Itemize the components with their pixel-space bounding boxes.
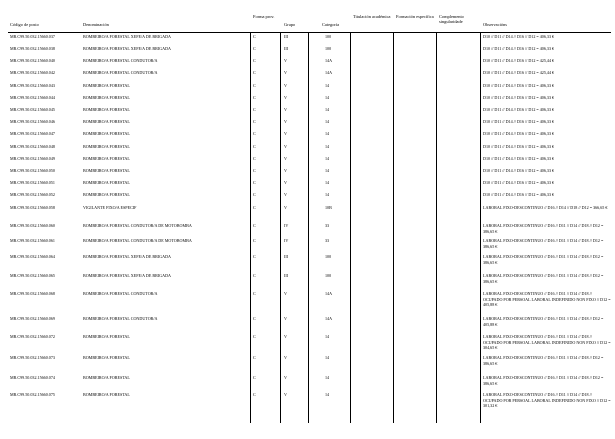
cell-code: MR.C99.50.032.15660.072 <box>10 334 55 339</box>
cell-categoria: 33 <box>325 223 330 228</box>
cell-categoria: 14 <box>325 355 330 360</box>
cell-denomination: BOMBEIRO/A FORESTAL <box>83 334 130 339</box>
cell-denomination: BOMBEIRO/A FORESTAL CONDUTOR/A DE MOTOBOMBA <box>83 223 192 228</box>
cell-code: MR.C99.50.032.15660.042 <box>10 70 55 75</box>
cell-code: MR.C99.50.032.15660.058 <box>10 205 55 210</box>
cell-denomination: BOMBEIRO/A FORESTAL XEFE/A DE BRIGADA <box>83 46 171 51</box>
cell-forma: C <box>253 156 256 161</box>
cell-categoria: 14 <box>325 95 330 100</box>
cell-forma: C <box>253 238 256 243</box>
cell-code: MR.C99.50.032.15660.046 <box>10 119 55 124</box>
cell-grupo: V <box>284 83 287 88</box>
cell-observacions: LABORAL FIXO-DESCONTINUO // D16 // D11 // D14 // D18 // D12 = 386,65 € <box>483 273 604 284</box>
cell-grupo: V <box>284 156 287 161</box>
cell-forma: C <box>253 95 256 100</box>
cell-code: MR.C99.50.032.15660.048 <box>10 144 55 149</box>
cell-denomination: BOMBEIRO/A FORESTAL CONDUTOR/A <box>83 316 158 321</box>
cell-observacions: D10 // D11 // D14 // D16 // D12 = 406,33 € <box>483 107 555 112</box>
cell-forma: C <box>253 83 256 88</box>
header-categoria: Categoría <box>322 22 340 27</box>
cell-grupo: V <box>284 355 287 360</box>
cell-forma: C <box>253 375 256 380</box>
cell-observacions: LABORAL FIXO-DESCONTINUO // D16 // D11 // D14 // D18 // D12 = 386,65 € <box>483 238 604 249</box>
cell-code: MR.C99.50.032.15660.043 <box>10 83 55 88</box>
cell-forma: C <box>253 355 256 360</box>
cell-forma: C <box>253 119 256 124</box>
cell-code: MR.C99.50.032.15660.044 <box>10 95 55 100</box>
header-grupo: Grupo <box>284 22 296 27</box>
cell-observacions: LABORAL FIXO-DESCONTINUO // D16 // D11 // D14 // D18 // D12 = 405,88 € <box>483 316 604 327</box>
cell-grupo: III <box>284 46 289 51</box>
cell-grupo: V <box>284 316 287 321</box>
cell-grupo: V <box>284 95 287 100</box>
cell-categoria: 14 <box>325 83 330 88</box>
cell-denomination: BOMBEIRO/A FORESTAL <box>83 355 130 360</box>
cell-categoria: 14A <box>325 316 333 321</box>
cell-grupo: V <box>284 334 287 339</box>
cell-observacions: D10 // D11 // D14 // D16 // D12 = 406,33 € <box>483 34 555 39</box>
cell-grupo: V <box>284 180 287 185</box>
cell-categoria: 14 <box>325 119 330 124</box>
cell-grupo: V <box>284 70 287 75</box>
column-divider <box>393 33 394 423</box>
cell-grupo: V <box>284 192 287 197</box>
cell-grupo: IV <box>284 238 289 243</box>
cell-observacions: LABORAL FIXO-DESCONTINUO // D16 // D11 // D14 // D18 // D12 = 386,65 € <box>483 375 604 386</box>
header-observacions: Observacións <box>483 22 507 27</box>
column-divider <box>436 33 437 423</box>
cell-observacions: D10 // D11 // D14 // D16 // D12 = 406,33 € <box>483 131 555 136</box>
header-complemento: Complemento singularidade <box>439 14 464 24</box>
cell-denomination: BOMBEIRO/A FORESTAL XEFE/A DE BRIGADA <box>83 254 171 259</box>
cell-categoria: 14 <box>325 131 330 136</box>
cell-denomination: BOMBEIRO/A FORESTAL <box>83 144 130 149</box>
cell-denomination: BOMBEIRO/A FORESTAL <box>83 192 130 197</box>
header-formacion: Formación específica <box>396 14 434 19</box>
cell-code: MR.C99.50.032.15660.073 <box>10 355 55 360</box>
cell-categoria: 14 <box>325 144 330 149</box>
header-denomination: Denominación <box>83 22 109 27</box>
cell-categoria: 100 <box>325 273 332 278</box>
cell-denomination: BOMBEIRO/A FORESTAL <box>83 168 130 173</box>
cell-categoria: 14 <box>325 334 330 339</box>
cell-code: MR.C99.50.032.15660.047 <box>10 131 55 136</box>
cell-denomination: BOMBEIRO/A FORESTAL <box>83 95 130 100</box>
cell-code: MR.C99.50.032.15660.038 <box>10 46 55 51</box>
column-divider <box>250 33 251 423</box>
cell-categoria: 14 <box>325 192 330 197</box>
cell-categoria: 33 <box>325 238 330 243</box>
cell-code: MR.C99.50.032.15660.069 <box>10 316 55 321</box>
cell-forma: C <box>253 291 256 296</box>
cell-forma: C <box>253 392 256 397</box>
column-divider <box>280 33 281 423</box>
cell-observacions: LABORAL FIXO-DESCONTINUO // D16 // D11 // D14 // D18 // D12 = 386,65 € <box>483 355 604 366</box>
header-code: Código de posto <box>10 22 39 27</box>
cell-grupo: III <box>284 34 289 39</box>
column-divider <box>480 33 481 423</box>
cell-observacions: D10 // D11 // D14 // D16 // D12 = 406,33 € <box>483 180 555 185</box>
cell-code: MR.C99.50.032.15660.051 <box>10 180 55 185</box>
cell-observacions: D10 // D11 // D14 // D16 // D12 = 406,33 € <box>483 192 555 197</box>
cell-code: MR.C99.50.032.15660.060 <box>10 223 55 228</box>
cell-forma: C <box>253 334 256 339</box>
cell-categoria: 14 <box>325 392 330 397</box>
cell-code: MR.C99.50.032.15660.049 <box>10 156 55 161</box>
cell-forma: C <box>253 144 256 149</box>
cell-code: MR.C99.50.032.15660.040 <box>10 58 55 63</box>
cell-observacions: D10 // D11 // D14 // D16 // D12 = 406,33 € <box>483 144 555 149</box>
cell-observacions: D10 // D11 // D14 // D16 // D12 = 425,44 € <box>483 70 555 75</box>
cell-code: MR.C99.50.032.15660.045 <box>10 107 55 112</box>
cell-forma: C <box>253 107 256 112</box>
cell-denomination: VIGILANTE FIXO/A ESPECIF <box>83 205 137 210</box>
cell-observacions: D10 // D11 // D14 // D16 // D12 = 406,33 € <box>483 83 555 88</box>
cell-grupo: V <box>284 107 287 112</box>
cell-grupo: V <box>284 375 287 380</box>
cell-observacions: D10 // D11 // D14 // D16 // D12 = 406,33 € <box>483 119 555 124</box>
cell-forma: C <box>253 58 256 63</box>
header-forma: Forma prov. <box>253 14 275 19</box>
cell-forma: C <box>253 223 256 228</box>
cell-grupo: III <box>284 254 289 259</box>
cell-categoria: 14 <box>325 168 330 173</box>
cell-forma: C <box>253 131 256 136</box>
cell-categoria: 10B <box>325 205 332 210</box>
cell-observacions: LABORAL FIXO-DESCONTINUO // D16 // D14 // D18 // D12 = 366,65 € <box>483 205 608 210</box>
cell-categoria: 14A <box>325 58 333 63</box>
cell-denomination: BOMBEIRO/A FORESTAL XEFE/A DE BRIGADA <box>83 34 171 39</box>
cell-observacions: D10 // D11 // D14 // D16 // D12 = 406,33 € <box>483 95 555 100</box>
cell-code: MR.C99.50.032.15660.052 <box>10 192 55 197</box>
cell-grupo: V <box>284 144 287 149</box>
cell-categoria: 100 <box>325 46 332 51</box>
cell-categoria: 14 <box>325 375 330 380</box>
cell-denomination: BOMBEIRO/A FORESTAL <box>83 375 130 380</box>
cell-forma: C <box>253 168 256 173</box>
cell-denomination: BOMBEIRO/A FORESTAL <box>83 156 130 161</box>
cell-observacions: D10 // D11 // D14 // D16 // D12 = 406,33 € <box>483 168 555 173</box>
cell-grupo: V <box>284 168 287 173</box>
cell-categoria: 100 <box>325 34 332 39</box>
cell-grupo: V <box>284 392 287 397</box>
cell-code: MR.C99.50.032.15660.075 <box>10 392 55 397</box>
cell-code: MR.C99.50.032.15660.068 <box>10 291 55 296</box>
cell-code: MR.C99.50.032.15660.037 <box>10 34 55 39</box>
cell-denomination: BOMBEIRO/A FORESTAL <box>83 107 130 112</box>
cell-observacions: LABORAL FIXO-DESCONTINUO // D16 // D11 // D14 // D18 // OCUPADO POR PERSOAL LABORAL INDEFINIDO NON FIXO // D12 = 304,65 € <box>483 334 611 351</box>
column-divider <box>308 33 309 423</box>
cell-forma: C <box>253 273 256 278</box>
cell-observacions: LABORAL FIXO-DESCONTINUO // D16 // D11 // D14 // D18 // OCUPADO POR PERSOAL LABORAL INDEFINIDO NON FIXO // D12 = 405,88 € <box>483 291 611 308</box>
cell-denomination: BOMBEIRO/A FORESTAL CONDUTOR/A <box>83 291 158 296</box>
cell-forma: C <box>253 254 256 259</box>
cell-denomination: BOMBEIRO/A FORESTAL XEFE/A DE BRIGADA <box>83 273 171 278</box>
cell-code: MR.C99.50.032.15660.065 <box>10 273 55 278</box>
cell-observacions: D10 // D11 // D14 // D16 // D12 = 406,33 € <box>483 46 555 51</box>
cell-forma: C <box>253 180 256 185</box>
cell-categoria: 14 <box>325 107 330 112</box>
header-rule <box>8 32 611 33</box>
cell-forma: C <box>253 34 256 39</box>
cell-denomination: BOMBEIRO/A FORESTAL <box>83 392 130 397</box>
cell-observacions: D10 // D11 // D14 // D16 // D12 = 425,44 € <box>483 58 555 63</box>
cell-categoria: 14 <box>325 156 330 161</box>
cell-code: MR.C99.50.032.15660.050 <box>10 168 55 173</box>
cell-grupo: V <box>284 119 287 124</box>
cell-grupo: V <box>284 58 287 63</box>
cell-denomination: BOMBEIRO/A FORESTAL CONDUTOR/A <box>83 70 158 75</box>
header-titulacion: Titulación académica <box>353 14 391 19</box>
cell-denomination: BOMBEIRO/A FORESTAL <box>83 119 130 124</box>
cell-categoria: 14A <box>325 70 333 75</box>
cell-observacions: LABORAL FIXO-DESCONTINUO // D16 // D11 // D14 // D18 // D12 = 386,65 € <box>483 254 604 265</box>
cell-grupo: V <box>284 291 287 296</box>
cell-observacions: LABORAL FIXO-DESCONTINUO // D16 // D11 // D14 // D18 // OCUPADO POR PERSOAL LABORAL INDEFINIDO NON FIXO // D12 = 301,32 € <box>483 392 611 409</box>
cell-forma: C <box>253 46 256 51</box>
cell-denomination: BOMBEIRO/A FORESTAL <box>83 131 130 136</box>
cell-grupo: V <box>284 205 287 210</box>
cell-denomination: BOMBEIRO/A FORESTAL <box>83 83 130 88</box>
cell-denomination: BOMBEIRO/A FORESTAL CONDUTOR/A <box>83 58 158 63</box>
cell-code: MR.C99.50.032.15660.064 <box>10 254 55 259</box>
cell-categoria: 14 <box>325 180 330 185</box>
column-divider <box>350 33 351 423</box>
cell-forma: C <box>253 205 256 210</box>
cell-denomination: BOMBEIRO/A FORESTAL CONDUTOR/A DE MOTOBOMBA <box>83 238 192 243</box>
cell-forma: C <box>253 316 256 321</box>
cell-grupo: V <box>284 131 287 136</box>
cell-forma: C <box>253 70 256 75</box>
table-header <box>0 13 615 32</box>
cell-code: MR.C99.50.032.15660.061 <box>10 238 55 243</box>
cell-categoria: 100 <box>325 254 332 259</box>
cell-code: MR.C99.50.032.15660.074 <box>10 375 55 380</box>
cell-grupo: IV <box>284 223 289 228</box>
cell-observacions: D10 // D11 // D14 // D16 // D12 = 406,33 € <box>483 156 555 161</box>
cell-forma: C <box>253 192 256 197</box>
cell-denomination: BOMBEIRO/A FORESTAL <box>83 180 130 185</box>
cell-categoria: 14A <box>325 291 333 296</box>
cell-grupo: III <box>284 273 289 278</box>
cell-observacions: LABORAL FIXO-DESCONTINUO // D16 // D11 // D14 // D18 // D12 = 386,65 € <box>483 223 604 234</box>
